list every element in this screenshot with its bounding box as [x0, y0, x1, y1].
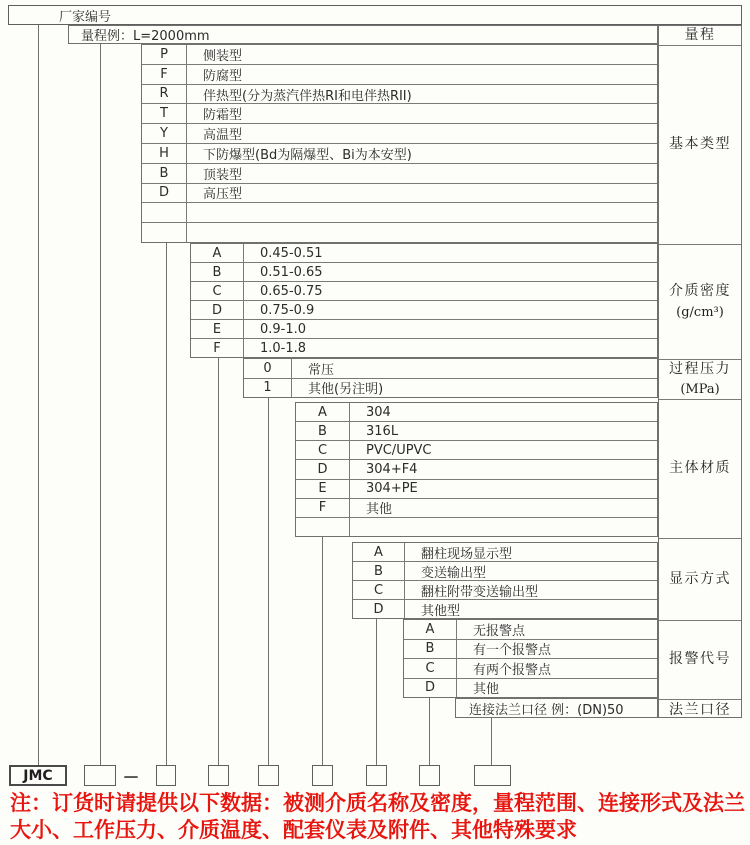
option-desc: 其他	[366, 502, 393, 518]
flange-size-text: 连接法兰口径 例：(DN)50	[469, 702, 624, 718]
model-box-pressure	[258, 765, 279, 786]
option-code: A	[404, 620, 457, 639]
model-box-range	[84, 765, 116, 786]
option-code	[296, 518, 350, 536]
label-medium-density-unit: (g/cm³)	[676, 304, 724, 320]
range-example-text: 量程例：L=2000mm	[81, 29, 210, 44]
table-row	[142, 103, 657, 123]
option-desc: 304+PE	[366, 481, 418, 497]
option-code: F	[191, 339, 244, 357]
label-display-mode	[659, 538, 741, 620]
flange-size-box	[455, 698, 658, 718]
table-row	[142, 222, 657, 242]
option-code: R	[142, 85, 187, 104]
option-code: 1	[244, 379, 292, 398]
option-code: B	[404, 640, 457, 659]
option-code: C	[296, 441, 350, 459]
option-desc	[187, 223, 657, 242]
connector-range	[100, 44, 101, 765]
connector-display	[376, 619, 377, 765]
option-desc: 顶装型	[203, 167, 243, 183]
table-row	[296, 498, 657, 517]
label-basic-type	[659, 45, 741, 244]
model-box-display	[366, 765, 387, 786]
model-box-density	[208, 765, 229, 786]
table-row	[404, 620, 657, 639]
option-code: E	[191, 320, 244, 338]
label-range-text: 量程	[684, 26, 716, 43]
basic-type-table	[141, 44, 658, 243]
table-row	[353, 543, 657, 561]
option-desc: 其他型	[421, 603, 461, 619]
ordering-note-line1: 注：订货时请提供以下数据：被测介质名称及密度，量程范围、连接形式及法兰	[10, 791, 745, 815]
option-desc: 侧装型	[203, 48, 243, 64]
label-medium-density	[659, 244, 741, 359]
option-code: A	[353, 543, 405, 561]
option-code: B	[353, 562, 405, 580]
connector-basic-type	[166, 243, 167, 765]
table-row	[353, 561, 657, 580]
option-desc: 翻柱附带变送输出型	[421, 584, 539, 600]
model-box-basic-type	[156, 765, 176, 786]
option-desc: 0.51-0.65	[260, 264, 323, 280]
option-desc: 316L	[366, 423, 399, 439]
option-code: C	[404, 659, 457, 678]
table-row	[191, 300, 657, 319]
option-desc: 304+F4	[366, 461, 418, 477]
label-basic-type-text: 基本类型	[669, 136, 731, 153]
model-box-material	[312, 765, 333, 786]
option-code: C	[353, 581, 405, 599]
model-prefix-text: JMC	[23, 767, 53, 784]
table-row	[142, 64, 657, 84]
category-label-column	[658, 25, 742, 718]
table-row	[296, 421, 657, 440]
model-prefix-box	[9, 765, 67, 786]
table-row	[296, 459, 657, 478]
table-row	[142, 45, 657, 64]
option-desc: 304	[366, 404, 391, 420]
option-code: 0	[244, 359, 292, 378]
connector-alarm	[429, 698, 430, 765]
option-code: H	[142, 144, 187, 163]
option-code: B	[191, 263, 244, 281]
option-desc: 其他(另注明)	[308, 382, 384, 398]
process-pressure-table	[243, 358, 658, 398]
label-flange-size-text: 法兰口径	[669, 702, 731, 718]
table-row	[142, 202, 657, 222]
label-alarm-code	[659, 620, 741, 699]
model-box-flange	[474, 765, 511, 786]
option-code: T	[142, 104, 187, 123]
option-desc: 伴热型(分为蒸汽伴热RI和电伴热RII)	[203, 88, 412, 104]
label-range	[659, 26, 741, 45]
option-desc: 有两个报警点	[473, 662, 552, 678]
option-code: C	[191, 282, 244, 300]
medium-density-table	[190, 243, 658, 358]
table-row	[353, 599, 657, 618]
table-row	[142, 183, 657, 203]
label-flange-size	[659, 699, 741, 722]
table-row	[296, 403, 657, 421]
option-desc: 防腐型	[203, 68, 243, 84]
table-row	[191, 262, 657, 281]
table-row	[296, 517, 657, 536]
manufacturer-number-box	[8, 5, 742, 25]
option-code: P	[142, 45, 187, 64]
option-code: B	[142, 164, 187, 183]
alarm-code-table	[403, 619, 658, 698]
option-desc: 高温型	[203, 128, 243, 144]
option-desc: 高压型	[203, 187, 243, 203]
option-code: B	[296, 422, 350, 440]
option-code: D	[296, 460, 350, 478]
option-desc: 无报警点	[473, 623, 526, 639]
option-code: A	[296, 403, 350, 421]
table-row	[142, 163, 657, 183]
option-code: Y	[142, 124, 187, 143]
option-desc: 0.9-1.0	[260, 321, 307, 337]
option-desc: 常压	[308, 362, 335, 378]
option-desc: PVC/UPVC	[366, 442, 432, 458]
ordering-note-line2: 大小、工作压力、介质温度、配套仪表及附件、其他特殊要求	[10, 818, 577, 842]
option-code: D	[191, 301, 244, 319]
option-desc: 1.0-1.8	[260, 340, 307, 356]
option-desc: 翻柱现场显示型	[421, 546, 513, 562]
option-desc: 0.45-0.51	[260, 245, 323, 261]
label-alarm-code-text: 报警代号	[669, 651, 731, 668]
model-box-alarm	[419, 765, 440, 786]
body-material-table	[295, 402, 658, 537]
label-display-mode-text: 显示方式	[669, 570, 731, 587]
option-desc: 0.65-0.75	[260, 283, 323, 299]
table-row	[296, 440, 657, 459]
display-mode-table	[352, 542, 658, 619]
option-code: E	[296, 480, 350, 498]
label-process-pressure-unit: (MPa)	[680, 382, 720, 398]
table-row	[191, 319, 657, 338]
option-desc: 其他	[473, 682, 500, 698]
option-code: A	[191, 244, 244, 262]
option-code: D	[404, 679, 457, 698]
label-body-material-text: 主体材质	[669, 460, 731, 477]
table-row	[244, 378, 657, 398]
table-row	[142, 123, 657, 143]
table-row	[353, 580, 657, 599]
ordering-note	[10, 790, 746, 844]
option-desc: 有一个报警点	[473, 643, 552, 659]
label-process-pressure	[659, 359, 741, 399]
option-desc: 下防爆型(Bd为隔爆型、Bi为本安型)	[203, 147, 412, 163]
option-desc	[350, 518, 657, 536]
table-row	[142, 143, 657, 163]
table-row	[142, 84, 657, 104]
table-row	[296, 479, 657, 498]
label-process-pressure-text: 过程压力	[669, 360, 731, 377]
table-row	[404, 639, 657, 659]
table-row	[244, 359, 657, 378]
connector-density	[218, 358, 219, 765]
label-medium-density-text: 介质密度	[669, 283, 731, 300]
option-code: D	[142, 184, 187, 203]
connector-flange	[491, 718, 492, 765]
option-code: F	[142, 65, 187, 84]
table-row	[191, 244, 657, 262]
table-row	[191, 338, 657, 357]
option-code	[142, 223, 187, 242]
manufacturer-number-label: 厂家编号	[59, 9, 112, 25]
table-row	[191, 281, 657, 300]
option-desc: 变送输出型	[421, 565, 487, 581]
option-code: F	[296, 499, 350, 517]
dash-separator: —	[123, 766, 139, 785]
table-row	[404, 678, 657, 698]
connector-pressure	[268, 398, 269, 765]
table-row	[404, 658, 657, 678]
label-body-material	[659, 399, 741, 538]
connector-manufacturer	[38, 25, 39, 765]
range-example-box	[68, 25, 658, 44]
option-desc: 0.75-0.9	[260, 302, 315, 318]
option-desc: 防霜型	[203, 108, 243, 124]
option-desc	[187, 203, 657, 222]
connector-material	[322, 537, 323, 765]
option-code: D	[353, 600, 405, 618]
option-code	[142, 203, 187, 222]
